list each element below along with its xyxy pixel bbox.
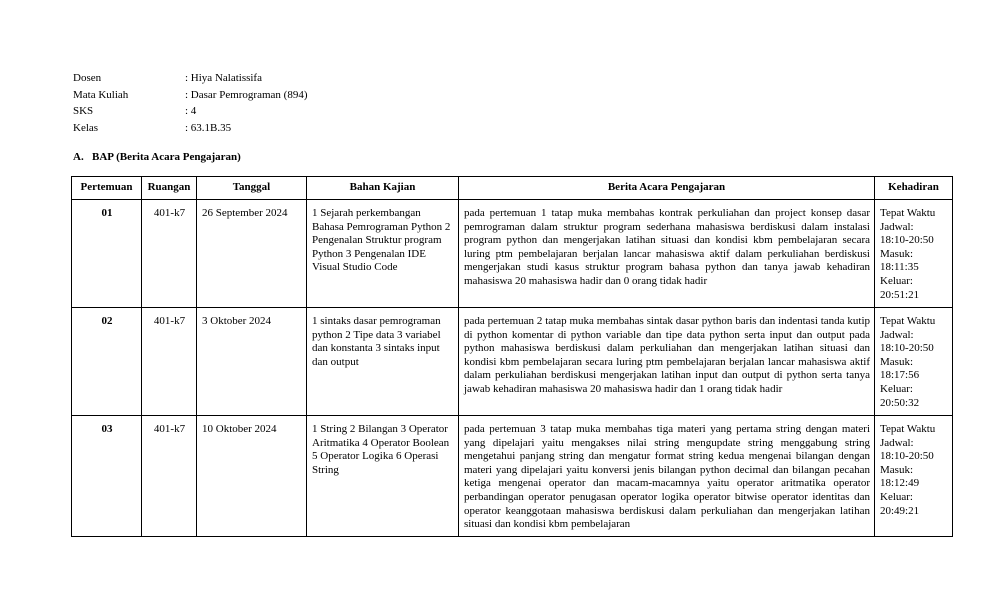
header-pertemuan: Pertemuan xyxy=(72,177,142,200)
attendance-in-time: 18:11:35 xyxy=(880,261,919,274)
attendance-out-time: 20:49:21 xyxy=(880,504,920,517)
cell-kehadiran xyxy=(875,416,953,537)
course-info xyxy=(73,72,308,138)
attendance-schedule-label: Jadwal: xyxy=(880,220,914,233)
cell-berita-acara: pada pertemuan 3 tatap muka membahas tiga materi yang pertama string dengan materi yang dipelajari yaitu mengakses nilai string mengupdate string menggabung string mengetahui panjang string dan mengatur format string kedua mengenai bilangan dengan materi yang dipelajari yaitu konversi jenis bilangan python decimal dan bilangan pecahan ketiga mengenai operator dan macam-macamnya yaitu operator aritmatika operator perbandingan operator penugasan operator logika operator bitwise operator identitas dan operator keanggotaan mahasiswa berdiskusi dalam perkuliahan dan mengerjakan latihan situasi dan kondisi kbm pembelajaran xyxy=(459,416,875,537)
cell-pertemuan: 03 xyxy=(72,416,142,537)
attendance-schedule: 18:10-20:50 xyxy=(880,234,934,247)
section-heading xyxy=(73,151,241,165)
attendance-in-time: 18:12:49 xyxy=(880,477,920,490)
cell-pertemuan: 02 xyxy=(72,308,142,416)
attendance-status: Tepat Waktu xyxy=(880,207,936,219)
cell-ruangan: 401-k7 xyxy=(142,200,197,308)
attendance-in-time: 18:17:56 xyxy=(880,369,920,382)
attendance-in-label: Masuk: xyxy=(880,355,913,368)
attendance-status: Tepat Waktu xyxy=(880,423,936,435)
cell-bahan-kajian: 1 String 2 Bilangan 3 Operator Aritmatika 4 Operator Boolean 5 Operator Logika 6 Operasi String xyxy=(307,416,459,537)
info-value: : Hiya Nalatissifa xyxy=(185,72,262,84)
header-kehadiran: Kehadiran xyxy=(875,177,953,200)
info-value: : 4 xyxy=(185,105,197,117)
attendance-in-label: Masuk: xyxy=(880,247,913,260)
attendance-schedule-label: Jadwal: xyxy=(880,436,914,449)
info-label: Kelas xyxy=(73,121,99,134)
info-row-kelas xyxy=(73,122,308,139)
info-value: : 63.1B.35 xyxy=(185,121,232,134)
attendance-schedule: 18:10-20:50 xyxy=(880,450,934,463)
header-bahan-kajian: Bahan Kajian xyxy=(307,177,459,200)
cell-berita-acara: pada pertemuan 2 tatap muka membahas sintak dasar python baris dan indentasi tanda kutip di python komentar di python variable dan tipe data python serta input dan output pada python mahasiswa berdiskusi dalam perkuliahan dan mengerjakan latihan situasi dan kondisi kbm pembelajaran secara luring ptm pembelajaran berjalan lancar mahasiswa aktif dalam perkuliahan berdiskusi mengerjakan latihan input dan output di python serta tanya jawab kehadiran mahasiswa 20 mahasiswa hadir dan 1 orang tidak hadir xyxy=(459,308,875,416)
header-berita-acara: Berita Acara Pengajaran xyxy=(459,177,875,200)
section-number: A. xyxy=(73,151,84,163)
cell-tanggal: 26 September 2024 xyxy=(197,200,307,308)
table-row xyxy=(72,308,953,416)
table-row xyxy=(72,416,953,537)
attendance-out-label: Keluar: xyxy=(880,274,913,287)
cell-tanggal: 10 Oktober 2024 xyxy=(197,416,307,537)
cell-berita-acara: pada pertemuan 1 tatap muka membahas kontrak perkuliahan dan project konsep dasar pemrograman dalam struktur program sederhana mahasiswa berdiskusi dalam instalasi program python dan mengerjakan latihan situasi dan kondisi kbm pembelajaran secara luring ptm pembelajaran berjalan lancar mahasiswa aktif dalam perkuliahan berdiskusi mengerjakan studi kasus struktur program bahasa python dan tanya jawab kehadiran mahasiswa 20 mahasiswa hadir dan 0 orang tidak hadir xyxy=(459,200,875,308)
attendance-status: Tepat Waktu xyxy=(880,315,936,327)
info-label: SKS xyxy=(73,105,94,117)
cell-tanggal: 3 Oktober 2024 xyxy=(197,308,307,416)
table-row xyxy=(72,200,953,308)
info-row-mata-kuliah xyxy=(73,89,308,106)
info-label: Mata Kuliah xyxy=(73,88,129,101)
section-title-text: BAP (Berita Acara Pengajaran) xyxy=(92,151,241,163)
info-label: Dosen xyxy=(73,72,102,84)
info-row-dosen xyxy=(73,72,308,89)
attendance-out-label: Keluar: xyxy=(880,382,913,395)
info-row-sks xyxy=(73,105,308,122)
cell-kehadiran xyxy=(875,308,953,416)
attendance-schedule-label: Jadwal: xyxy=(880,328,914,341)
cell-ruangan: 401-k7 xyxy=(142,308,197,416)
cell-ruangan: 401-k7 xyxy=(142,416,197,537)
table-header-row xyxy=(72,177,953,200)
attendance-in-label: Masuk: xyxy=(880,463,913,476)
cell-bahan-kajian: 1 sintaks dasar pemrograman python 2 Tipe data 3 variabel dan konstanta 3 sintaks input dan output xyxy=(307,308,459,416)
attendance-out-label: Keluar: xyxy=(880,490,913,503)
cell-bahan-kajian: 1 Sejarah perkembangan Bahasa Pemrograman Python 2 Pengenalan Struktur program Python 3 Pengenalan IDE Visual Studio Code xyxy=(307,200,459,308)
attendance-schedule: 18:10-20:50 xyxy=(880,342,934,355)
cell-kehadiran xyxy=(875,200,953,308)
bap-table xyxy=(71,176,953,537)
attendance-out-time: 20:50:32 xyxy=(880,396,920,409)
header-ruangan: Ruangan xyxy=(142,177,197,200)
info-value: : Dasar Pemrograman (894) xyxy=(185,88,308,101)
cell-pertemuan: 01 xyxy=(72,200,142,308)
attendance-out-time: 20:51:21 xyxy=(880,288,920,301)
header-tanggal: Tanggal xyxy=(197,177,307,200)
